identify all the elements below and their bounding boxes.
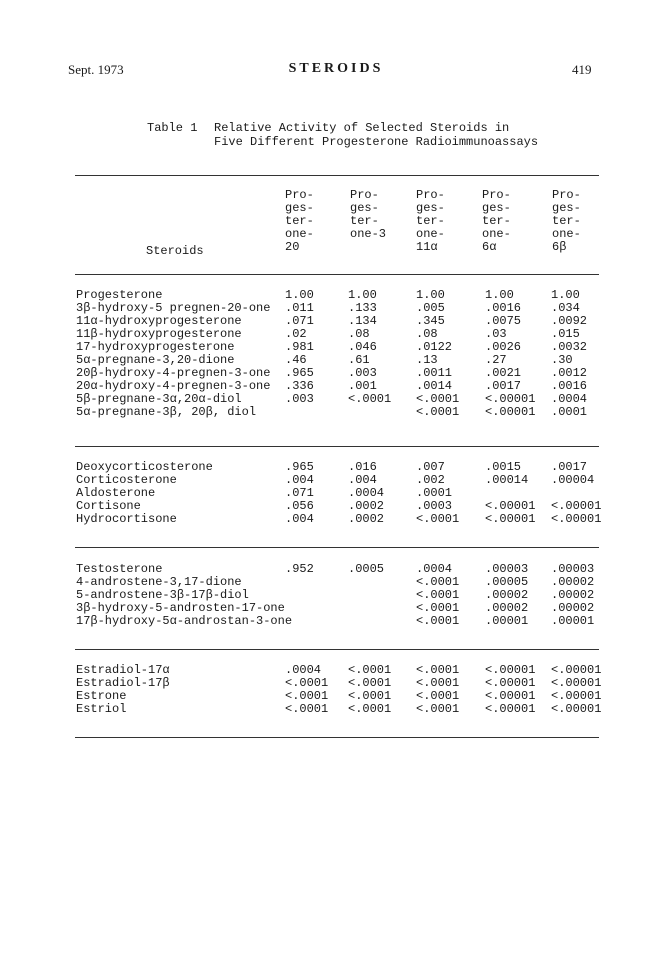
- activity-value: .345: [416, 314, 445, 328]
- activity-value: .071: [285, 486, 314, 500]
- column-header-line: Pro-: [552, 188, 581, 202]
- activity-value: .0001: [416, 486, 453, 500]
- steroid-name: Hydrocortisone: [76, 512, 177, 526]
- header-bottom-rule: [75, 274, 599, 275]
- activity-value: <.00001: [551, 676, 602, 690]
- column-header-line: ter-: [350, 214, 379, 228]
- activity-value: <.00001: [485, 689, 536, 703]
- activity-value: .0005: [348, 562, 385, 576]
- activity-value: <.0001: [348, 392, 392, 406]
- section-progestins: [0, 289, 672, 419]
- column-header-1: [285, 189, 345, 254]
- activity-value: .30: [551, 353, 573, 367]
- column-header-line: Pro-: [416, 188, 445, 202]
- table-title-line-1: Relative Activity of Selected Steroids in: [214, 121, 510, 135]
- activity-value: <.00001: [485, 676, 536, 690]
- activity-value: .00003: [485, 562, 529, 576]
- activity-value: .0017: [485, 379, 522, 393]
- activity-value: .00004: [551, 473, 595, 487]
- steroid-name: 5β-pregnane-3α,20α-diol: [76, 392, 242, 406]
- steroid-name: Progesterone: [76, 288, 163, 302]
- activity-value: <.00001: [551, 702, 602, 716]
- activity-value: .016: [348, 460, 377, 474]
- column-header-line: ges-: [285, 201, 314, 215]
- steroid-name: 5-androstene-3β-17β-diol: [76, 588, 249, 602]
- activity-value: <.0001: [416, 575, 460, 589]
- column-header-line: ter-: [416, 214, 445, 228]
- steroid-name: 4-androstene-3,17-dione: [76, 575, 242, 589]
- activity-value: .0004: [551, 392, 588, 406]
- column-header-line: 6α: [482, 240, 497, 254]
- activity-value: 1.00: [348, 288, 377, 302]
- page-number: 419: [572, 62, 592, 77]
- activity-value: <.00001: [485, 663, 536, 677]
- activity-value: 1.00: [416, 288, 445, 302]
- column-header-line: Pro-: [350, 188, 379, 202]
- steroid-name: Testosterone: [76, 562, 163, 576]
- section-divider: [75, 649, 599, 650]
- column-header-line: ter-: [552, 214, 581, 228]
- steroid-name: Corticosterone: [76, 473, 177, 487]
- activity-value: .46: [285, 353, 307, 367]
- activity-value: 1.00: [551, 288, 580, 302]
- activity-value: .0004: [416, 562, 453, 576]
- activity-value: .952: [285, 562, 314, 576]
- activity-value: <.0001: [348, 689, 392, 703]
- activity-value: <.0001: [416, 614, 460, 628]
- activity-value: <.00001: [485, 405, 536, 419]
- activity-value: <.00001: [551, 499, 602, 513]
- activity-value: .004: [285, 512, 314, 526]
- activity-value: <.00001: [485, 702, 536, 716]
- steroid-name: Estrone: [76, 689, 127, 703]
- journal-title: STEROIDS: [288, 61, 384, 76]
- running-header: [0, 62, 672, 82]
- steroid-name: 17-hydroxyprogesterone: [76, 340, 235, 354]
- section-androgens: [0, 563, 672, 628]
- column-header-line: one-: [552, 227, 581, 241]
- activity-value: .965: [285, 460, 314, 474]
- activity-value: .0026: [485, 340, 522, 354]
- column-header-4: [482, 189, 542, 254]
- column-header-2: [350, 189, 410, 254]
- activity-value: .0032: [551, 340, 588, 354]
- activity-value: .046: [348, 340, 377, 354]
- steroid-name: Aldosterone: [76, 486, 156, 500]
- activity-value: .00002: [485, 601, 529, 615]
- activity-value: .0011: [416, 366, 453, 380]
- activity-value: <.0001: [416, 689, 460, 703]
- steroid-name: 3β-hydroxy-5 pregnen-20-one: [76, 301, 271, 315]
- steroids-column-header: Steroids: [146, 244, 204, 258]
- activity-value: .00002: [551, 575, 595, 589]
- activity-value: <.00001: [485, 392, 536, 406]
- activity-value: .13: [416, 353, 438, 367]
- activity-value: .0004: [348, 486, 385, 500]
- activity-value: <.00001: [485, 499, 536, 513]
- activity-value: .0021: [485, 366, 522, 380]
- table-top-rule: [75, 175, 599, 176]
- column-header-line: one-: [416, 227, 445, 241]
- section-divider: [75, 547, 599, 548]
- activity-value: .133: [348, 301, 377, 315]
- activity-value: .0017: [551, 460, 588, 474]
- activity-value: .0001: [551, 405, 588, 419]
- activity-value: .0002: [348, 499, 385, 513]
- column-header-line: ges-: [482, 201, 511, 215]
- activity-value: <.00001: [485, 512, 536, 526]
- activity-value: .00002: [551, 588, 595, 602]
- table-caption: [147, 121, 539, 191]
- activity-value: .034: [551, 301, 580, 315]
- activity-value: <.0001: [416, 588, 460, 602]
- activity-value: .981: [285, 340, 314, 354]
- activity-value: <.0001: [285, 702, 329, 716]
- column-header-line: ges-: [416, 201, 445, 215]
- activity-value: .011: [285, 301, 314, 315]
- activity-value: <.0001: [416, 676, 460, 690]
- activity-value: .08: [416, 327, 438, 341]
- activity-value: .27: [485, 353, 507, 367]
- activity-value: 1.00: [485, 288, 514, 302]
- activity-value: .004: [348, 473, 377, 487]
- activity-value: .007: [416, 460, 445, 474]
- activity-value: .00005: [485, 575, 529, 589]
- activity-value: .0016: [485, 301, 522, 315]
- activity-value: .0014: [416, 379, 453, 393]
- steroid-name: Estradiol-17β: [76, 676, 170, 690]
- activity-value: .0002: [348, 512, 385, 526]
- issue-date: Sept. 1973: [68, 62, 124, 77]
- table-row: [0, 615, 672, 628]
- activity-value: .002: [416, 473, 445, 487]
- section-corticoids: [0, 461, 672, 526]
- activity-value: .00001: [551, 614, 595, 628]
- steroid-name: 20α-hydroxy-4-pregnen-3-one: [76, 379, 271, 393]
- table-label: Table 1: [147, 121, 198, 135]
- steroid-name: 11β-hydroxyprogesterone: [76, 327, 242, 341]
- activity-value: .004: [285, 473, 314, 487]
- column-header-line: one-: [285, 227, 314, 241]
- activity-value: <.0001: [416, 405, 460, 419]
- activity-value: <.0001: [285, 676, 329, 690]
- activity-value: .00014: [485, 473, 529, 487]
- steroid-name: Estriol: [76, 702, 127, 716]
- column-header-line: Pro-: [482, 188, 511, 202]
- activity-value: .056: [285, 499, 314, 513]
- activity-value: .0092: [551, 314, 588, 328]
- activity-value: .0122: [416, 340, 453, 354]
- activity-value: <.00001: [551, 663, 602, 677]
- steroid-name: 5α-pregnane-3β, 20β, diol: [76, 405, 257, 419]
- steroid-name: 3β-hydroxy-5-androsten-17-one: [76, 601, 285, 615]
- section-estrogens: [0, 664, 672, 716]
- column-header-line: Pro-: [285, 188, 314, 202]
- steroid-name: 20β-hydroxy-4-pregnen-3-one: [76, 366, 271, 380]
- activity-value: .0003: [416, 499, 453, 513]
- activity-value: .015: [551, 327, 580, 341]
- activity-value: .02: [285, 327, 307, 341]
- table-row: [0, 513, 672, 526]
- activity-value: .005: [416, 301, 445, 315]
- activity-value: .00002: [485, 588, 529, 602]
- column-header-line: 6β: [552, 240, 567, 254]
- activity-value: <.0001: [416, 601, 460, 615]
- column-header-3: [416, 189, 476, 254]
- activity-value: .00001: [485, 614, 529, 628]
- steroid-name: 17β-hydroxy-5α-androstan-3-one: [76, 614, 293, 628]
- activity-value: <.0001: [348, 702, 392, 716]
- activity-value: <.0001: [416, 663, 460, 677]
- column-header-line: ter-: [285, 214, 314, 228]
- column-header-line: 20: [285, 240, 300, 254]
- activity-value: <.0001: [416, 702, 460, 716]
- table-title-line-2: Five Different Progesterone Radioimmunoassays: [214, 135, 539, 149]
- activity-value: .61: [348, 353, 370, 367]
- table-bottom-rule: [75, 737, 599, 738]
- activity-value: .003: [348, 366, 377, 380]
- column-header-line: [350, 241, 410, 254]
- activity-value: <.0001: [348, 676, 392, 690]
- column-header-line: one-: [482, 227, 511, 241]
- steroid-name: Estradiol-17α: [76, 663, 170, 677]
- column-header-line: 11α: [416, 240, 438, 254]
- activity-value: .08: [348, 327, 370, 341]
- activity-value: <.00001: [551, 512, 602, 526]
- column-header-5: [552, 189, 612, 254]
- activity-value: .134: [348, 314, 377, 328]
- activity-value: .071: [285, 314, 314, 328]
- activity-value: .00003: [551, 562, 595, 576]
- steroid-name: Cortisone: [76, 499, 141, 513]
- activity-value: .00002: [551, 601, 595, 615]
- activity-value: <.0001: [416, 392, 460, 406]
- column-header-line: ges-: [350, 201, 379, 215]
- activity-value: .0015: [485, 460, 522, 474]
- activity-value: .965: [285, 366, 314, 380]
- steroid-name: 5α-pregnane-3,20-dione: [76, 353, 235, 367]
- table-row: [0, 406, 672, 419]
- activity-value: 1.00: [285, 288, 314, 302]
- activity-value: <.0001: [285, 689, 329, 703]
- activity-value: .0075: [485, 314, 522, 328]
- column-header-line: ter-: [482, 214, 511, 228]
- table-row: [0, 703, 672, 716]
- section-divider: [75, 446, 599, 447]
- activity-value: .0012: [551, 366, 588, 380]
- column-header-line: ges-: [552, 201, 581, 215]
- activity-value: .03: [485, 327, 507, 341]
- activity-value: .0004: [285, 663, 322, 677]
- activity-value: .336: [285, 379, 314, 393]
- activity-value: .003: [285, 392, 314, 406]
- steroid-name: 11α-hydroxyprogesterone: [76, 314, 242, 328]
- activity-value: <.00001: [551, 689, 602, 703]
- activity-value: .001: [348, 379, 377, 393]
- activity-value: .0016: [551, 379, 588, 393]
- activity-value: <.0001: [348, 663, 392, 677]
- steroid-name: Deoxycorticosterone: [76, 460, 213, 474]
- column-header-line: one-3: [350, 227, 387, 241]
- activity-value: <.0001: [416, 512, 460, 526]
